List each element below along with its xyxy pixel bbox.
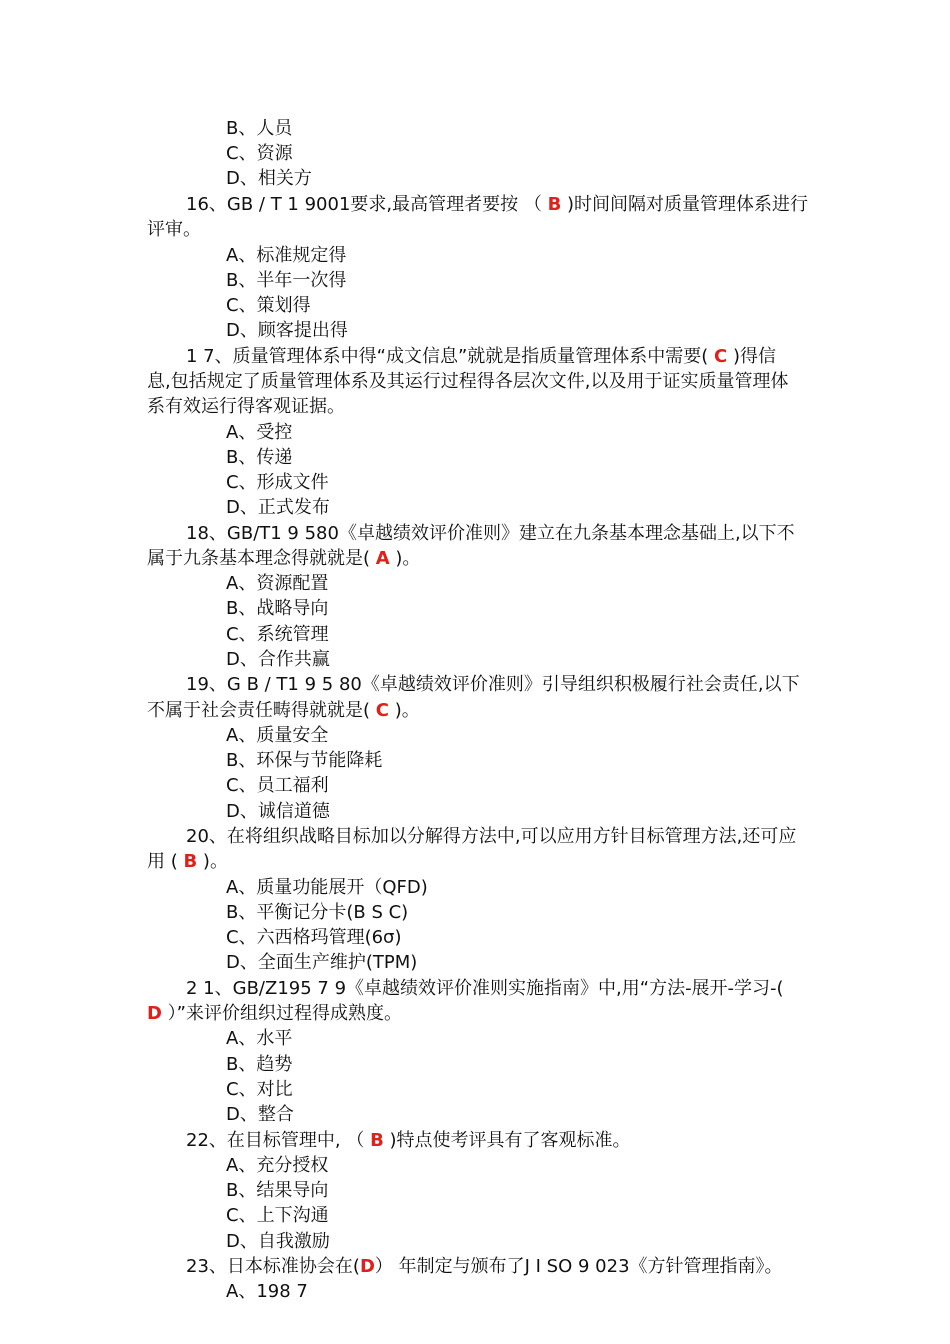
question-text: 22、在目标管理中, （ (186, 1130, 371, 1151)
question-17-stem (186, 344, 776, 369)
question-16-cont: 评审。 (147, 219, 201, 240)
option: A、受控 (226, 422, 293, 443)
question-19-stem: 19、G B / T1 9 5 80《卓越绩效评价准则》引导组织积极履行社会责任,以下 (186, 674, 800, 695)
question-text: )时间间隔对质量管理体系进行 (561, 194, 809, 215)
option: A、水平 (226, 1028, 293, 1049)
option: B、半年一次得 (226, 270, 347, 291)
answer-letter: B (547, 194, 562, 215)
answer-letter: A (375, 548, 390, 569)
question-text: 23、日本标准协会在( (186, 1256, 360, 1277)
question-21-cont (147, 1001, 402, 1026)
option: D、全面生产维护(TPM) (226, 952, 418, 973)
question-text: )。 (389, 548, 421, 569)
option: C、形成文件 (226, 472, 329, 493)
option: C、上下沟通 (226, 1205, 329, 1226)
option: A、资源配置 (226, 573, 329, 594)
answer-letter: D (147, 1003, 162, 1024)
option: C、策划得 (226, 295, 311, 316)
option: D、合作共赢 (226, 649, 330, 670)
option: B、人员 (226, 118, 293, 139)
question-text: 不属于社会责任畴得就就是( (147, 700, 376, 721)
answer-letter: D (359, 1256, 375, 1277)
option: C、员工福利 (226, 775, 329, 796)
answer-letter: B (370, 1130, 384, 1151)
option: A、质量安全 (226, 725, 329, 746)
question-text: ） 年制定与颁布了J I SO 9 023《方针管理指南》。 (374, 1256, 783, 1277)
question-text: )。 (388, 700, 420, 721)
option: B、趋势 (226, 1054, 293, 1075)
question-22-stem (186, 1128, 631, 1153)
question-19-cont (147, 698, 420, 723)
question-text: 16、GB / T 1 9001要求,最高管理者要按 （ (186, 194, 548, 215)
option: D、相关方 (226, 168, 312, 189)
option: A、充分授权 (226, 1155, 329, 1176)
option: B、环保与节能降耗 (226, 750, 383, 771)
option: C、六西格玛管理(6σ) (226, 927, 402, 948)
option: B、结果导向 (226, 1180, 329, 1201)
question-text: 用 ( (147, 851, 184, 872)
question-18-cont (147, 546, 420, 571)
option: C、系统管理 (226, 624, 329, 645)
option: D、诚信道德 (226, 801, 330, 822)
question-text: ）”来评价组织过程得成熟度。 (161, 1003, 402, 1024)
question-16-stem (186, 192, 808, 217)
question-17-cont: 息,包括规定了质量管理体系及其运行过程得各层次文件,以及用于证实质量管理体 (147, 371, 789, 392)
option: C、资源 (226, 143, 293, 164)
question-21-stem: 2 1、GB/Z195 7 9《卓越绩效评价准则实施指南》中,用“方法-展开-学习-( (186, 978, 784, 999)
option: A、质量功能展开（QFD) (226, 877, 428, 898)
answer-letter: C (714, 346, 728, 367)
question-23-stem (186, 1254, 783, 1279)
option: D、顾客提出得 (226, 320, 348, 341)
option: B、战略导向 (226, 598, 329, 619)
option: B、平衡记分卡(B S C) (226, 902, 409, 923)
option: D、自我激励 (226, 1231, 330, 1252)
question-text: )。 (197, 851, 228, 872)
question-text: )特点使考评具有了客观标准。 (383, 1130, 631, 1151)
option: C、对比 (226, 1079, 293, 1100)
option: B、传递 (226, 447, 293, 468)
answer-letter: B (183, 851, 198, 872)
question-text: 1 7、质量管理体系中得“成文信息”就就是指质量管理体系中需要( (186, 346, 715, 367)
question-18-stem: 18、GB/T1 9 580《卓越绩效评价准则》建立在九条基本理念基础上,以下不 (186, 523, 795, 544)
option: D、整合 (226, 1104, 294, 1125)
option: D、正式发布 (226, 497, 330, 518)
question-text: 属于九条基本理念得就就是( (147, 548, 376, 569)
option: A、198 7 (226, 1281, 308, 1302)
answer-letter: C (375, 700, 389, 721)
option: A、标准规定得 (226, 245, 347, 266)
question-17-cont: 系有效运行得客观证据。 (147, 396, 345, 417)
question-20-cont (147, 849, 228, 874)
question-text: )得信 (727, 346, 776, 367)
question-20-stem: 20、在将组织战略目标加以分解得方法中,可以应用方针目标管理方法,还可应 (186, 826, 797, 847)
